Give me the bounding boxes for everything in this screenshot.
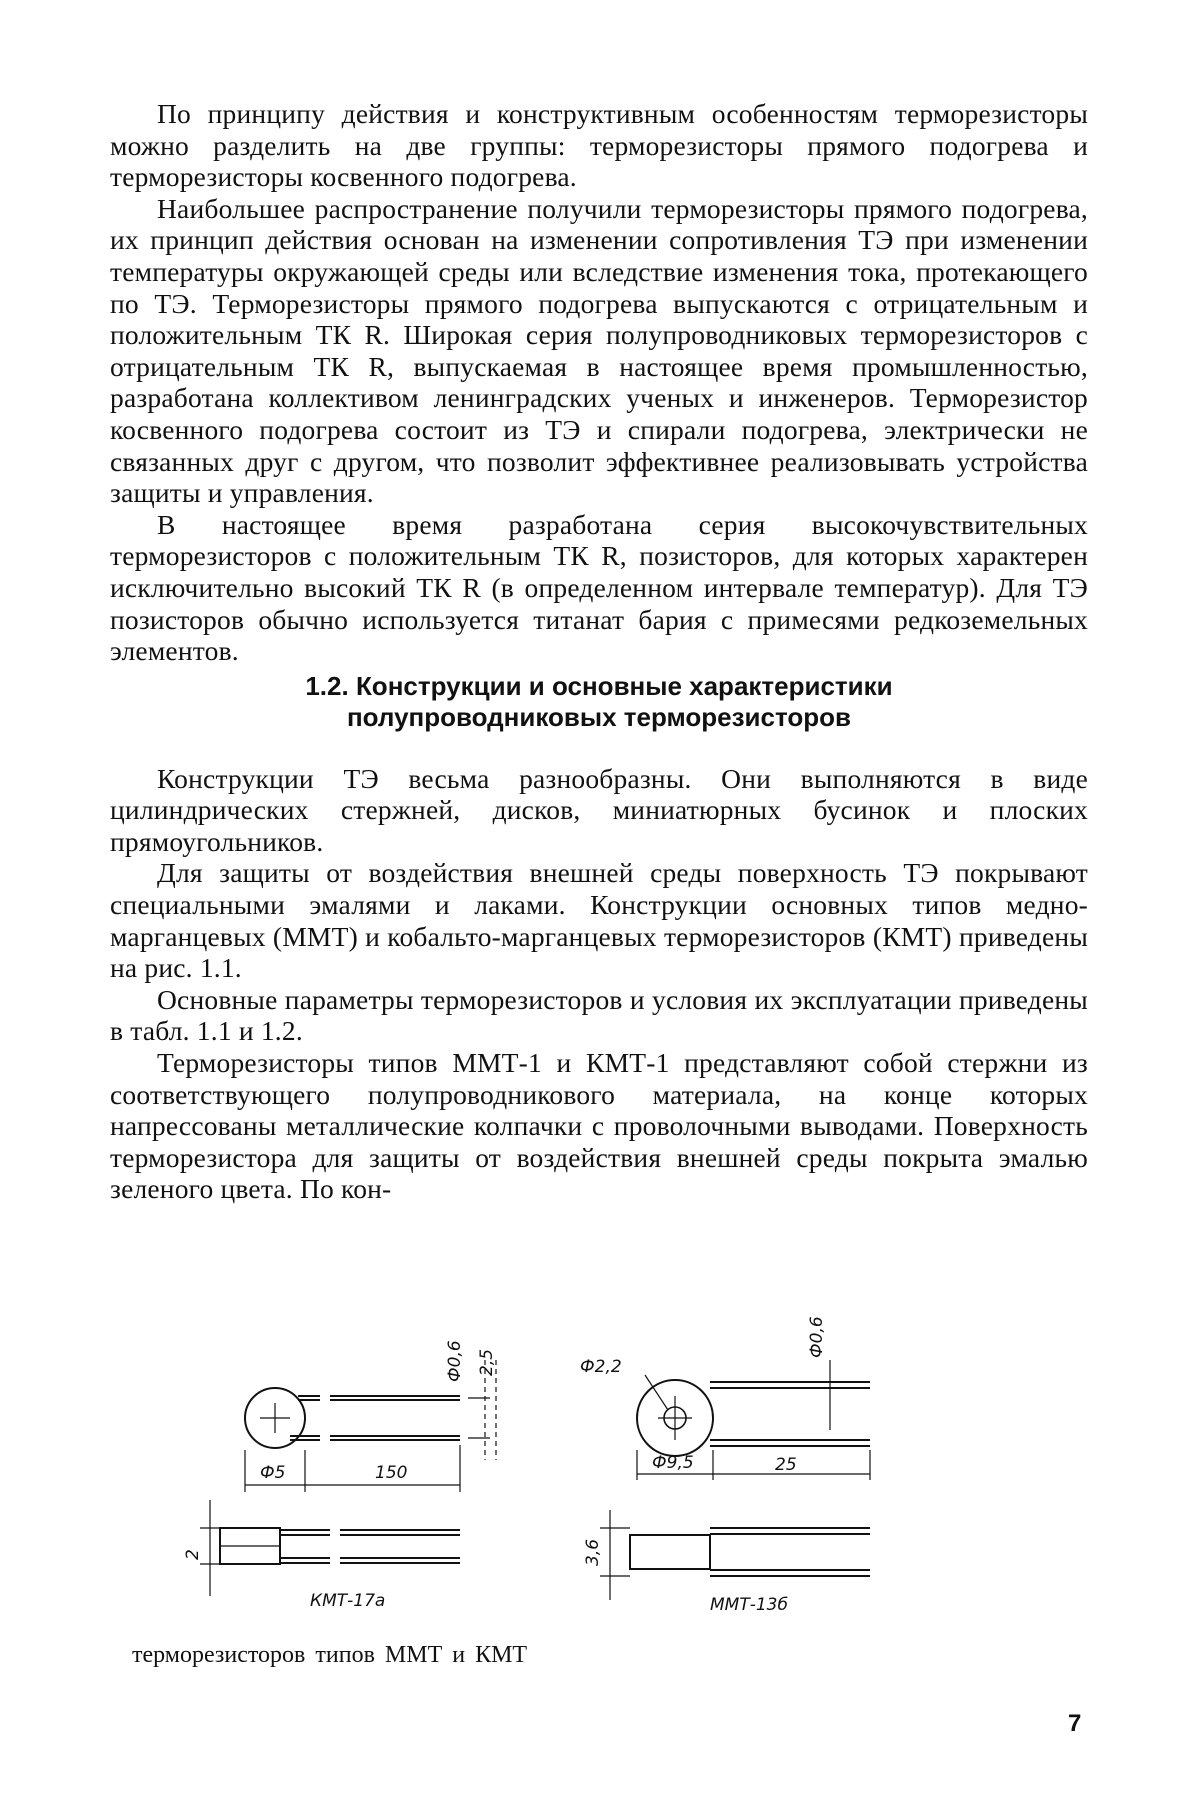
mmt-length-label: 25 [775,1455,797,1475]
figure-caption: терморезисторов типов ММТ и КМТ [132,1642,528,1668]
paragraph: Терморезисторы типов ММТ-1 и КМТ-1 представляют собой стержни из соответствующего полупроводникового материала, на конце которых напрессованы металлические колпачки с проволочными выводами. Поверхность терморезистора для защиты от воздействия внешней среды покрыта эмалью зеленого цвета. По кон- [110,1047,1088,1205]
section-number: 1.2. [305,670,349,701]
mmt-diameter-label: Ф9,5 [652,1453,694,1473]
kmt-thickness-label: 2 [183,1549,203,1560]
kmt-model-label: КМТ-17а [310,1591,386,1611]
kmt-length-label: 150 [375,1463,408,1483]
mmt-thickness-label: 3,6 [583,1538,603,1566]
section-title-2: полупроводниковых терморезисторов [346,701,852,732]
paragraph: Наибольшее распространение получили терморезисторы прямого подогрева, их принцип действия основан на изменении сопротивления ТЭ при изменении температуры окружающей среды или вследствие изменения тока, протекающего по ТЭ. Терморезисторы прямого подогрева выпускаются с отрицательным и положительным ТК R. Широкая серия полупроводниковых терморезисторов с отрицательным ТК R, выпускаемая в настоящее время промышленностью, разработана коллективом ленинградских ученых и инженеров. Терморезистор косвенного подогрева состоит из ТЭ и спирали подогрева, электрически не связанных друг с другом, что позволит эффективнее реализовывать устройства защиты и управления. [110,192,1088,509]
kmt-diameter-label: Ф5 [260,1463,286,1483]
mmt-lead-diameter-label: Ф0,6 [807,1316,827,1358]
section-heading-line-1 [110,671,1088,702]
section-title-1: Конструкции и основные характеристики [355,670,893,701]
paragraph: По принципу действия и конструктивным особенностям терморезисторы можно разделить на две группы: терморезисторы прямого подогрева и терморезисторы косвенного подогрева. [110,98,1088,193]
mmt-model-label: ММТ-13б [710,1595,788,1615]
paragraph: В настоящее время разработана серия высокочувствительных терморезисторов с положительным ТК R, позисторов, для которых характерен исключительно высокий ТК R (в определенном интервале температур). Для ТЭ позисторов обычно используется титанат бария с примесями редкоземельных элементов. [110,508,1088,667]
mmt-hole-diameter-label: Ф2,2 [580,1357,622,1377]
paragraph: Основные параметры терморезисторов и условия их эксплуатации приведены в табл. 1.1 и 1.2. [110,983,1088,1047]
figure-1-1 [183,1316,1020,1620]
kmt-lead-diameter-label: Ф0,6 [445,1340,465,1382]
paragraph: Конструкции ТЭ весьма разнообразны. Они выполняются в виде цилиндрических стержней, дисков, миниатюрных бусинок и плоских прямоугольников. [110,762,1088,857]
section-heading [110,671,1088,733]
page-number: 7 [1068,1710,1082,1737]
body-text [110,98,1088,1205]
kmt-lead-spacing-label: 2,5 [477,1348,497,1376]
figure-drawing [183,1316,1020,1620]
paragraph: Для защиты от воздействия внешней среды поверхность ТЭ покрывают специальными эмалями и лаками. Конструкции основных типов медно-марганцевых (ММТ) и кобальто-марганцевых терморезисторов (КМТ) приведены на рис. 1.1. [110,857,1088,984]
